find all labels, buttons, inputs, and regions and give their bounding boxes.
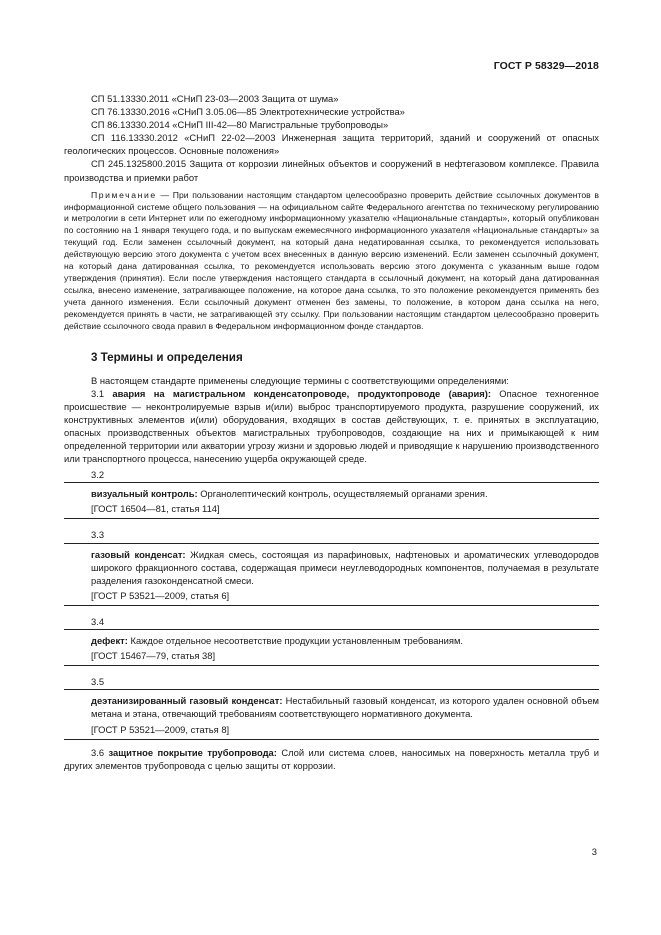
term-number: 3.2 [91,469,105,481]
term-source: [ГОСТ 16504—81, статья 114] [91,503,220,515]
reference-item: СП 116.13330.2012 «СНиП 22-02—2003 Инженерная защита территорий, зданий и сооружений от опасных геологических процессов. Основные положения» [64,132,599,157]
term-definition: Опасное техногенное происшествие — неконтролируемые взрыв и(или) выброс транспортируемого продукта, разрушение сооружений, их конструктивных элементов и(или) оборудования, входящих в состав действующих, т. е. принятых в эксплуатацию, опасных производственных объектов магистральных трубопроводов, создающие на них и примыкающей к ним определенной территории или акватории угрозу жизни и здоровью людей и приводящие к нарушению производственного или транспортного процесса, нанесению ущерба окружающей среде. [64,387,599,465]
term-source: [ГОСТ Р 53521—2009, статья 6] [91,589,230,601]
term-definition: Жидкая смесь, состоящая из парафиновых, нафтеновых и ароматических углеводородов широкого фракционного состава, содержащая примеси неуглеводородных компонентов, получаемая в результате разделения газоконденсатной смеси. [91,548,599,586]
reference-item: СП 86.13330.2014 «СНиП III-42—80 Магистральные трубопроводы» [91,119,389,131]
term-name: авария на магистральном конденсатопроводе, продуктопроводе (авария): [112,387,491,399]
term-box-3-4 [64,629,599,666]
term-3-6 [64,746,599,772]
normative-references-list [64,92,599,184]
term-box-3-2 [64,482,599,519]
note-text: — При пользовании настоящим стандартом целесообразно проверить действие ссылочных документов в информационной системе общего пользования — на официальном сайте Федерального агентства по техническому регулированию и метрологии в сети Интернет или по ежегодному информационному указателю «Национальные стандарты», который опубликован по состоянию на 1 января текущего года, и по выпускам ежемесячного информационного указателя «Национальные стандарты» за текущий год. Если заменен ссылочный документ, на который дана недатированная ссылка, то рекомендуется использовать действующую версию этого документа с учетом всех внесенных в данную версию изменений. Если заменен ссылочный документ, на который дана датированная ссылка, то рекомендуется использовать версию этого документа с указанным выше годом утверждения (принятия). Если после утверждения настоящего стандарта в ссылочный документ, на который дана датированная ссылка, внесено изменение, затрагивающее положение, на которое дана ссылка, то это положение рекомендуется применять без учета данного изменения. Если ссылочный документ отменен без замены, то положение, в котором дана ссылка на него, рекомендуется принять в части, не затрагивающей эту ссылку. При пользовании настоящим стандартом целесообразно проверить действие ссылочного свода правил в Федеральном информационном фонде стандартов. [64,189,599,331]
document-header: ГОСТ Р 58329—2018 [493,60,599,72]
term-entry [91,694,599,720]
term-3-1 [64,387,599,466]
term-definition: Каждое отдельное несоответствие продукции установленным требованиям. [127,635,464,647]
term-number: 3.3 [91,529,105,541]
page-content [64,92,599,772]
term-definition: Слой или система слоев, наносимых на поверхность металла труб и других элементов трубопровода с целью защиты от коррозии. [64,746,599,771]
term-box-3-3 [64,543,599,606]
reference-item: СП 51.13330.2011 «СНиП 23-03—2003 Защита от шума» [91,93,339,104]
term-definition: Органолептический контроль, осуществляемый органами зрения. [197,488,488,500]
term-source: [ГОСТ Р 53521—2009, статья 8] [91,723,230,735]
term-number: 3.4 [91,615,105,627]
reference-item: СП 76.13330.2016 «СНиП 3.05.06—85 Электротехнические устройства» [91,106,405,118]
term-source: [ГОСТ 15467—79, статья 38] [91,650,216,662]
term-entry [91,487,599,500]
term-name: дефект: [91,635,128,647]
note-label: Примечание [91,189,157,200]
term-entry [91,548,599,587]
section-title: 3 Термины и определения [91,350,243,364]
term-name: защитное покрытие трубопровода: [108,746,277,758]
term-name: деэтанизированный газовый конденсат: [91,695,283,707]
term-number: 3.6 [91,746,109,758]
term-entry [91,634,599,647]
term-name: визуальный контроль: [91,488,198,500]
note-paragraph [64,190,599,333]
term-number: 3.1 [91,387,113,399]
term-definition: Нестабильный газовый конденсат, из которого удален основной объем метана и этана, отвечающий требованиям соответствующего нормативного документа. [91,695,599,720]
page-number: 3 [591,846,597,857]
term-name: газовый конденсат: [91,548,186,560]
term-box-3-5 [64,689,599,739]
section-intro: В настоящем стандарте применены следующие термины с соответствующими определениями: [91,374,509,386]
reference-item: СП 245.1325800.2015 Защита от коррозии линейных объектов и сооружений в нефтегазовом комплексе. Правила производства и приемки работ [64,158,599,183]
term-number: 3.5 [91,676,105,688]
